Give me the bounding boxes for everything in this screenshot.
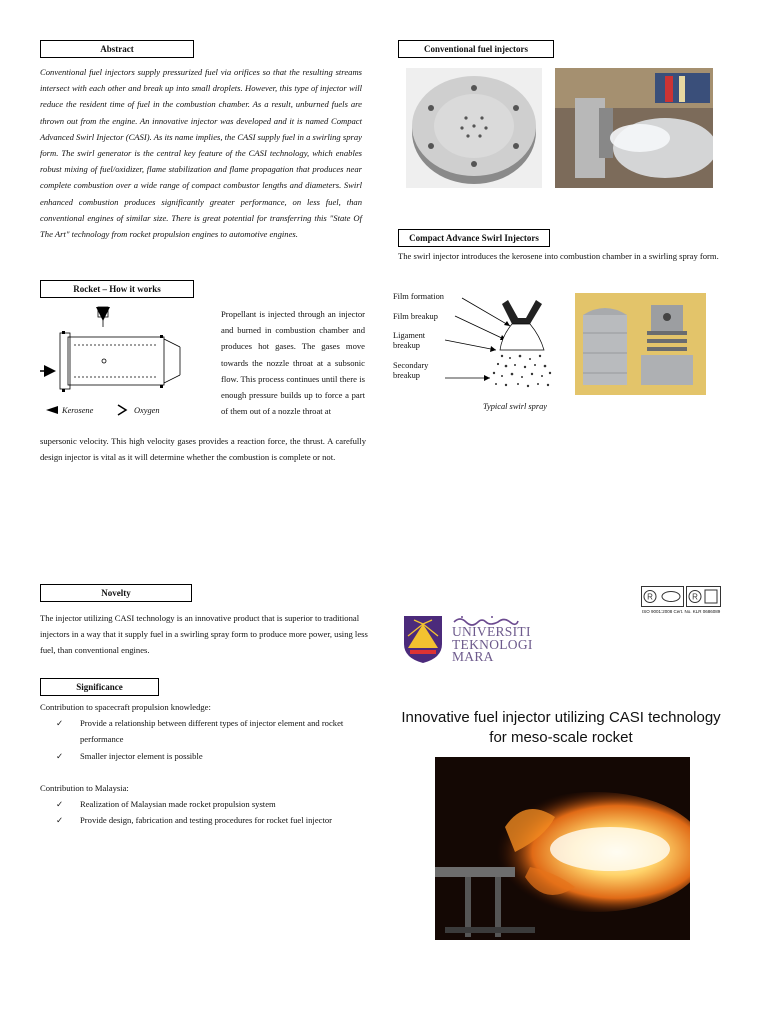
list-item: ✓ Smaller injector element is possible xyxy=(40,748,360,764)
list-item: ✓ Realization of Malaysian made rocket propulsion system xyxy=(40,796,360,812)
uitm-crest xyxy=(402,614,444,664)
novelty-heading: Novelty xyxy=(40,584,192,602)
iso-certificate-text: ISO 9001:2008 Cert. No. KLR 0686089 xyxy=(642,609,721,614)
label-secondary-breakup: Secondary breakup xyxy=(393,361,429,380)
kerosene-label: Kerosene xyxy=(62,406,94,415)
svg-text:R: R xyxy=(647,592,653,602)
casi-text: The swirl injector introduces the kerosene into combustion chamber in a swirling spray form. xyxy=(398,251,719,261)
rocket-text-side: Propellant is injected through an injector and burned in combustion chamber and produces hot gases. The gases move towards the nozzle throat at a subsonic flow. This process continues until there is enough pressure builds up to force a part of them out of a nozzle throat at xyxy=(221,309,365,417)
university-name: UNIVERSITI TEKNOLOGI MARA xyxy=(452,624,533,664)
casi-injector-photo xyxy=(575,293,706,395)
check-icon: ✓ xyxy=(56,815,64,826)
significance-body xyxy=(40,699,360,828)
list-item: ✓ Provide design, fabrication and testing procedures for rocket fuel injector xyxy=(40,812,360,828)
check-icon: ✓ xyxy=(56,750,64,761)
significance-intro-malaysia: Contribution to Malaysia: xyxy=(40,782,129,793)
significance-intro-spacecraft: Contribution to spacecraft propulsion knowledge: xyxy=(40,702,211,712)
injector-spray-photo xyxy=(555,68,713,188)
novelty-text: The injector utilizing CASI technology is an innovative product that is superior to traditional injectors in a way that it supply fuel in a swirling spray form to produce more power, using less fuel, than conventional engines. xyxy=(40,613,368,656)
significance-heading: Significance xyxy=(40,678,159,696)
oxygen-label: Oxygen xyxy=(134,406,160,415)
casi-heading: Compact Advance Swirl Injectors xyxy=(398,229,550,247)
rocket-text-full: supersonic velocity. This high velocity gases provides a reaction force, the thrust. A carefully design injector is vital as it will determine whether the combustion is complete or not. xyxy=(40,436,366,463)
significance-list-malaysia xyxy=(40,796,360,828)
conventional-heading: Conventional fuel injectors xyxy=(398,40,554,58)
label-film-breakup: Film breakup xyxy=(393,312,438,321)
flame-test-photo xyxy=(435,757,690,940)
list-item: ✓ Provide a relationship between different types of injector element and rocket performance xyxy=(40,715,360,747)
abstract-heading: Abstract xyxy=(40,40,194,58)
check-icon: ✓ xyxy=(56,799,64,810)
page-title: Innovative fuel injector utilizing CASI technology for meso-scale rocket xyxy=(401,709,721,746)
certification-logos xyxy=(641,586,721,610)
significance-list-spacecraft xyxy=(40,715,360,764)
rocket-heading: Rocket – How it works xyxy=(40,280,194,298)
check-icon: ✓ xyxy=(56,718,64,729)
swirl-spray-caption: Typical swirl spray xyxy=(482,402,548,411)
label-film-formation: Film formation xyxy=(393,292,444,301)
injector-plate-photo xyxy=(406,68,542,188)
swirl-spray-diagram xyxy=(440,288,560,393)
svg-text:R: R xyxy=(692,592,698,602)
label-ligament-breakup: Ligament breakup xyxy=(393,331,426,350)
abstract-text: Conventional fuel injectors supply pressurized fuel via orifices so that the resulting streams intersect with each other and break up into small droplets. However, this type of injector will reduce the resident time of fuel in the combustion chamber. As a result, unburned fuels are thrown out from the engine. An innovative injector was developed and it is named Compact Advanced Swirl Injector (CASI). As its name implies, the CASI supply fuel in a swirling spray form. The swirl generator is the central key feature of the CASI technology, which enables robust mixing of fuel/oxidizer, flame stabilization and flame propagation that produces near complete combustion over a wide range of compact combustor lengths and diameters. Swirl enhanced combustion produces significantly greater performance, on less fuel, than conventional engines of similar size. There is great potential for transferring this "State Of The Art" technology from rocket propulsion engines to automotive engines. xyxy=(40,67,362,240)
rocket-diagram xyxy=(40,305,190,423)
